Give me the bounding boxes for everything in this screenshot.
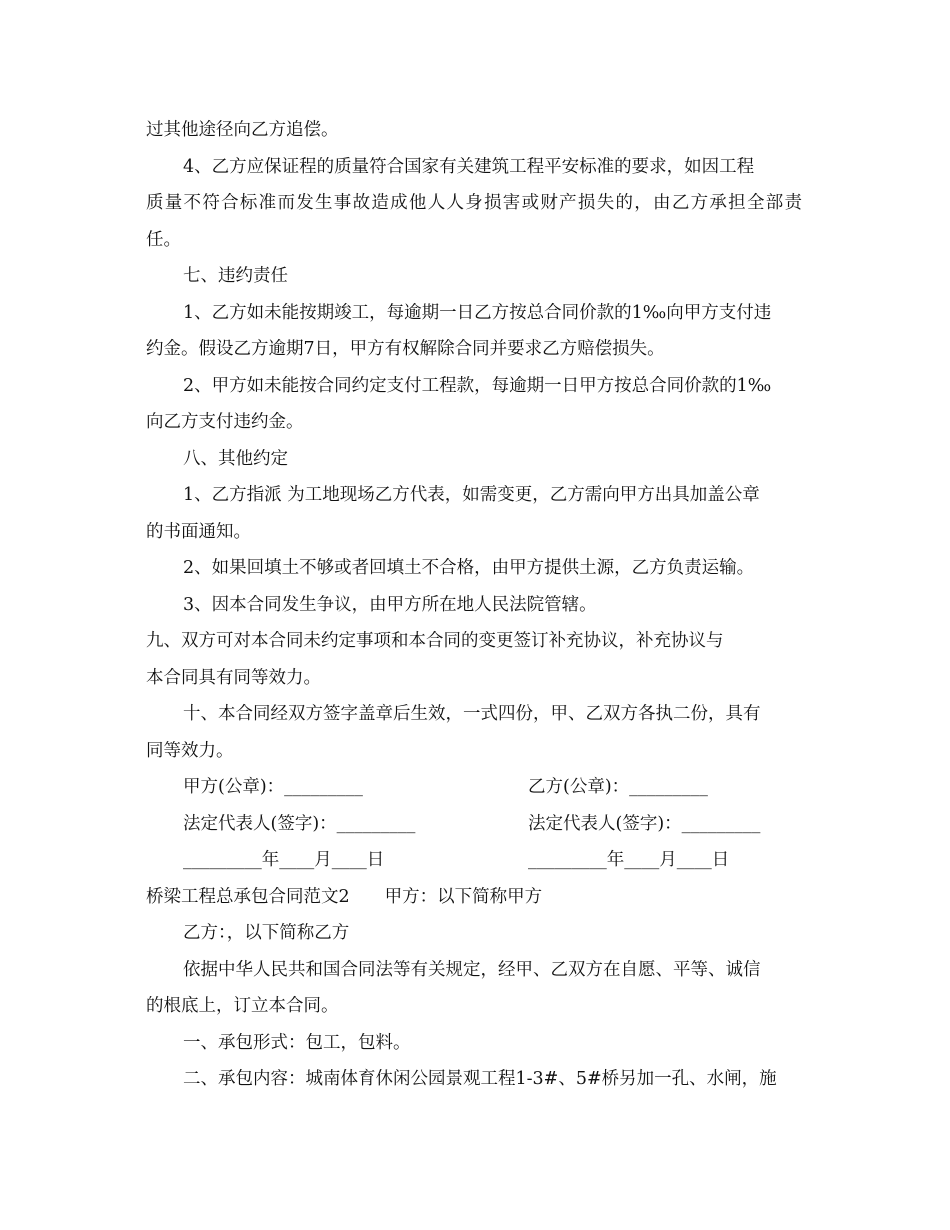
party-b-seal-field: 乙方(公章)：_________ (528, 777, 708, 797)
party-a-representative-field: 法定代表人(签字)：_________ (183, 814, 416, 834)
section-heading: 二、承包内容：城南体育休闲公园景观工程1-3#、5#桥另加一孔、水闸，施 (183, 1069, 777, 1089)
paragraph-line: 4、乙方应保证程的质量符合国家有关建筑工程平安标准的要求，如因工程 (183, 157, 755, 177)
second-contract-title: 桥梁工程总承包合同范文2 甲方：以下简称甲方 (146, 887, 543, 907)
paragraph-line: 十、本合同经双方签字盖章后生效，一式四份，甲、乙双方各执二份，具有 (183, 704, 761, 724)
paragraph-line: 乙方：，以下简称乙方 (183, 923, 350, 943)
paragraph-line: 的书面通知。 (146, 522, 251, 542)
paragraph-line: 同等效力。 (146, 741, 234, 761)
paragraph-line: 质量不符合标准而发生事故造成他人人身损害或财产损失的，由乙方承担全部责 (146, 193, 802, 213)
paragraph-line: 向乙方支付违约金。 (146, 412, 304, 432)
paragraph-line: 本合同具有同等效力。 (146, 668, 321, 688)
paragraph-line: 过其他途径向乙方追偿。 (146, 120, 339, 140)
party-a-date-field: _________年____月____日 (183, 850, 385, 870)
party-a-seal-field: 甲方(公章)：_________ (183, 777, 363, 797)
section-heading: 一、承包形式：包工，包料。 (183, 1033, 411, 1053)
section-heading: 八、其他约定 (183, 449, 288, 469)
paragraph-line: 约金。假设乙方逾期7日，甲方有权解除合同并要求乙方赔偿损失。 (146, 339, 665, 359)
paragraph-line: 依据中华人民共和国合同法等有关规定，经甲、乙双方在自愿、平等、诚信 (183, 960, 761, 980)
paragraph-line: 任。 (146, 230, 181, 250)
paragraph-line: 九、双方可对本合同未约定事项和本合同的变更签订补充协议，补充协议与 (146, 631, 724, 651)
paragraph-line: 2、如果回填土不够或者回填土不合格，由甲方提供土源，乙方负责运输。 (183, 558, 755, 578)
paragraph-line: 2、甲方如未能按合同约定支付工程款，每逾期一日甲方按总合同价款的1‰ (183, 376, 772, 396)
party-b-representative-field: 法定代表人(签字)：_________ (528, 814, 761, 834)
section-heading: 七、违约责任 (183, 266, 288, 286)
paragraph-line: 1、乙方如未能按期竣工，每逾期一日乙方按总合同价款的1‰向甲方支付违 (183, 303, 772, 323)
paragraph-line: 1、乙方指派 为工地现场乙方代表，如需变更，乙方需向甲方出具加盖公章 (183, 485, 760, 505)
paragraph-line: 的根底上，订立本合同。 (146, 996, 339, 1016)
paragraph-line: 3、因本合同发生争议，由甲方所在地人民法院管辖。 (183, 595, 597, 615)
party-b-date-field: _________年____月____日 (528, 850, 730, 870)
